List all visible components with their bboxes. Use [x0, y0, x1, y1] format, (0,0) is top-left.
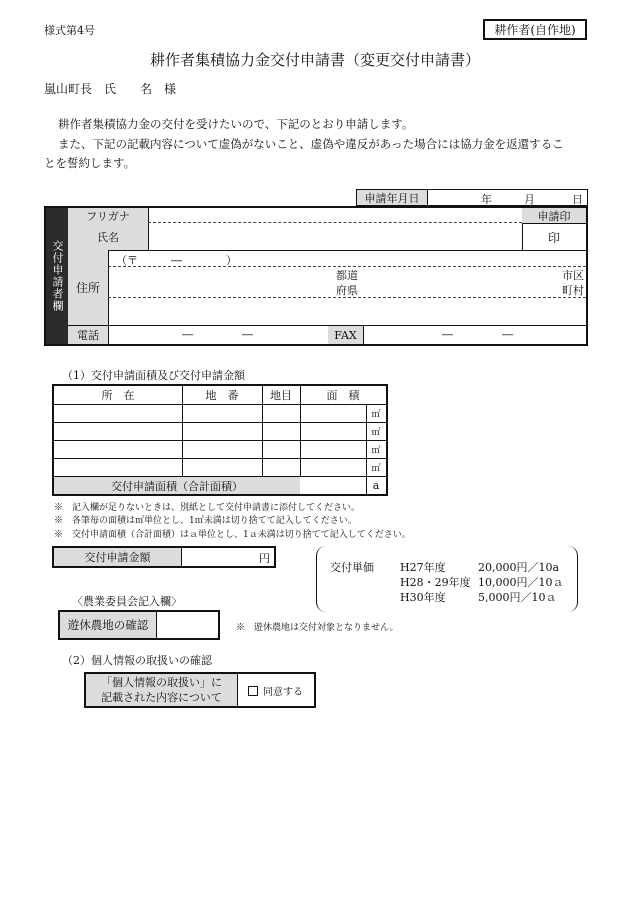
- form-title: 耕作者集積協力金交付申請書（変更交付申請書）: [149, 51, 480, 69]
- month-label: 月: [524, 193, 535, 206]
- name-label: 氏名: [68, 223, 148, 250]
- rate-year-1: H27年度: [400, 561, 446, 574]
- date-row: [356, 189, 588, 206]
- col-type: 地目: [270, 389, 292, 402]
- city-1: 市区: [562, 269, 584, 282]
- date-label: 申請年月日: [357, 190, 428, 205]
- day-label: 日: [572, 193, 583, 206]
- category-badge: 耕作者(自作地): [483, 19, 587, 40]
- unit-m2-row-1: ㎡: [371, 410, 381, 420]
- intro-line-1: 耕作者集積協力金の交付を受けたいので、下記のとおり申請します。: [58, 117, 414, 131]
- form-number: 様式第4号: [44, 24, 95, 37]
- agree-checkbox[interactable]: [248, 686, 258, 696]
- year-label: 年: [481, 193, 492, 206]
- addressee: 嵐山町長 氏 名 様: [44, 82, 177, 96]
- fax-dash-1: ―: [442, 328, 453, 341]
- fax-label: FAX: [328, 326, 364, 344]
- unit-price-label: 交付単価: [330, 561, 374, 574]
- privacy-label-line-2: 記載された内容について: [101, 691, 222, 704]
- name-field[interactable]: [148, 224, 522, 250]
- rate-value-3: 5,000円／10ａ: [478, 591, 557, 604]
- address-label: 住所: [68, 250, 108, 325]
- unit-a: a: [372, 479, 380, 492]
- unit-m2-row-4: ㎡: [371, 464, 381, 474]
- prefecture-1: 都道: [336, 269, 358, 282]
- intro-line-3: とを誓約します。: [44, 156, 136, 170]
- applicant-side-label: 交付申請者欄: [46, 208, 68, 344]
- idle-farmland-field[interactable]: [158, 612, 218, 638]
- rate-year-3: H30年度: [400, 591, 446, 604]
- unit-m2-row-3: ㎡: [371, 446, 381, 456]
- phone-label: 電話: [68, 326, 108, 344]
- amount-label: 交付申請金額: [54, 548, 182, 566]
- applicant-section: [44, 206, 588, 346]
- furigana-label: フリガナ: [68, 208, 148, 223]
- col-location: 所 在: [101, 389, 135, 402]
- idle-farmland-label: 遊休農地の確認: [60, 612, 157, 638]
- phone-dash-1: ―: [182, 328, 193, 341]
- intro-line-2: また、下記の記載内容について虚偽がないこと、虚偽や違反があった場合には協力金を返還するこ: [58, 137, 564, 151]
- amount-row: [52, 546, 276, 568]
- rate-value-2: 10,000円／10ａ: [478, 576, 564, 589]
- agree-option[interactable]: [248, 683, 303, 698]
- total-area-label: 交付申請面積（合計面積）: [54, 477, 300, 494]
- parcel-table: [52, 384, 388, 496]
- note-3: ※ 交付申請面積（合計面積）はａ単位とし、1ａ未満は切り捨てて記入してください。: [54, 530, 411, 540]
- section-1-title: （1）交付申請面積及び交付申請金額: [62, 369, 245, 382]
- col-area: 面 積: [326, 389, 360, 402]
- seal-mark: 印: [547, 230, 560, 245]
- seal-label: 申請印: [522, 208, 586, 223]
- unit-yen: 円: [259, 552, 270, 565]
- rate-year-2: H28・29年度: [400, 576, 471, 589]
- fax-dash-2: ―: [502, 328, 513, 341]
- idle-farmland-note: ※ 遊休農地は交付対象となりません。: [236, 623, 399, 633]
- section-2-title: （2）個人情報の取扱いの確認: [62, 654, 212, 667]
- privacy-label: [86, 674, 238, 706]
- city-2: 町村: [562, 284, 584, 297]
- unit-m2-row-2: ㎡: [371, 428, 381, 438]
- committee-label: 〈農業委員会記入欄〉: [72, 595, 182, 608]
- privacy-box: [84, 672, 316, 708]
- note-2: ※ 各筆毎の面積は㎡単位とし、1㎡未満は切り捨てて記入してください。: [54, 516, 357, 526]
- address-field[interactable]: [108, 298, 586, 325]
- idle-farmland-box: [58, 610, 220, 640]
- col-lot: 地 番: [205, 389, 239, 402]
- privacy-label-line-1: 「個人情報の取扱い」に: [101, 676, 222, 689]
- rate-value-1: 20,000円／10a: [478, 561, 560, 574]
- phone-dash-2: ―: [242, 328, 253, 341]
- prefecture-2: 府県: [336, 284, 358, 297]
- postal-code: （〒 ― ）: [116, 254, 237, 267]
- agree-label: 同意する: [263, 687, 303, 698]
- note-1: ※ 記入欄が足りないときは、別紙として交付申請書に添付してください。: [54, 503, 361, 513]
